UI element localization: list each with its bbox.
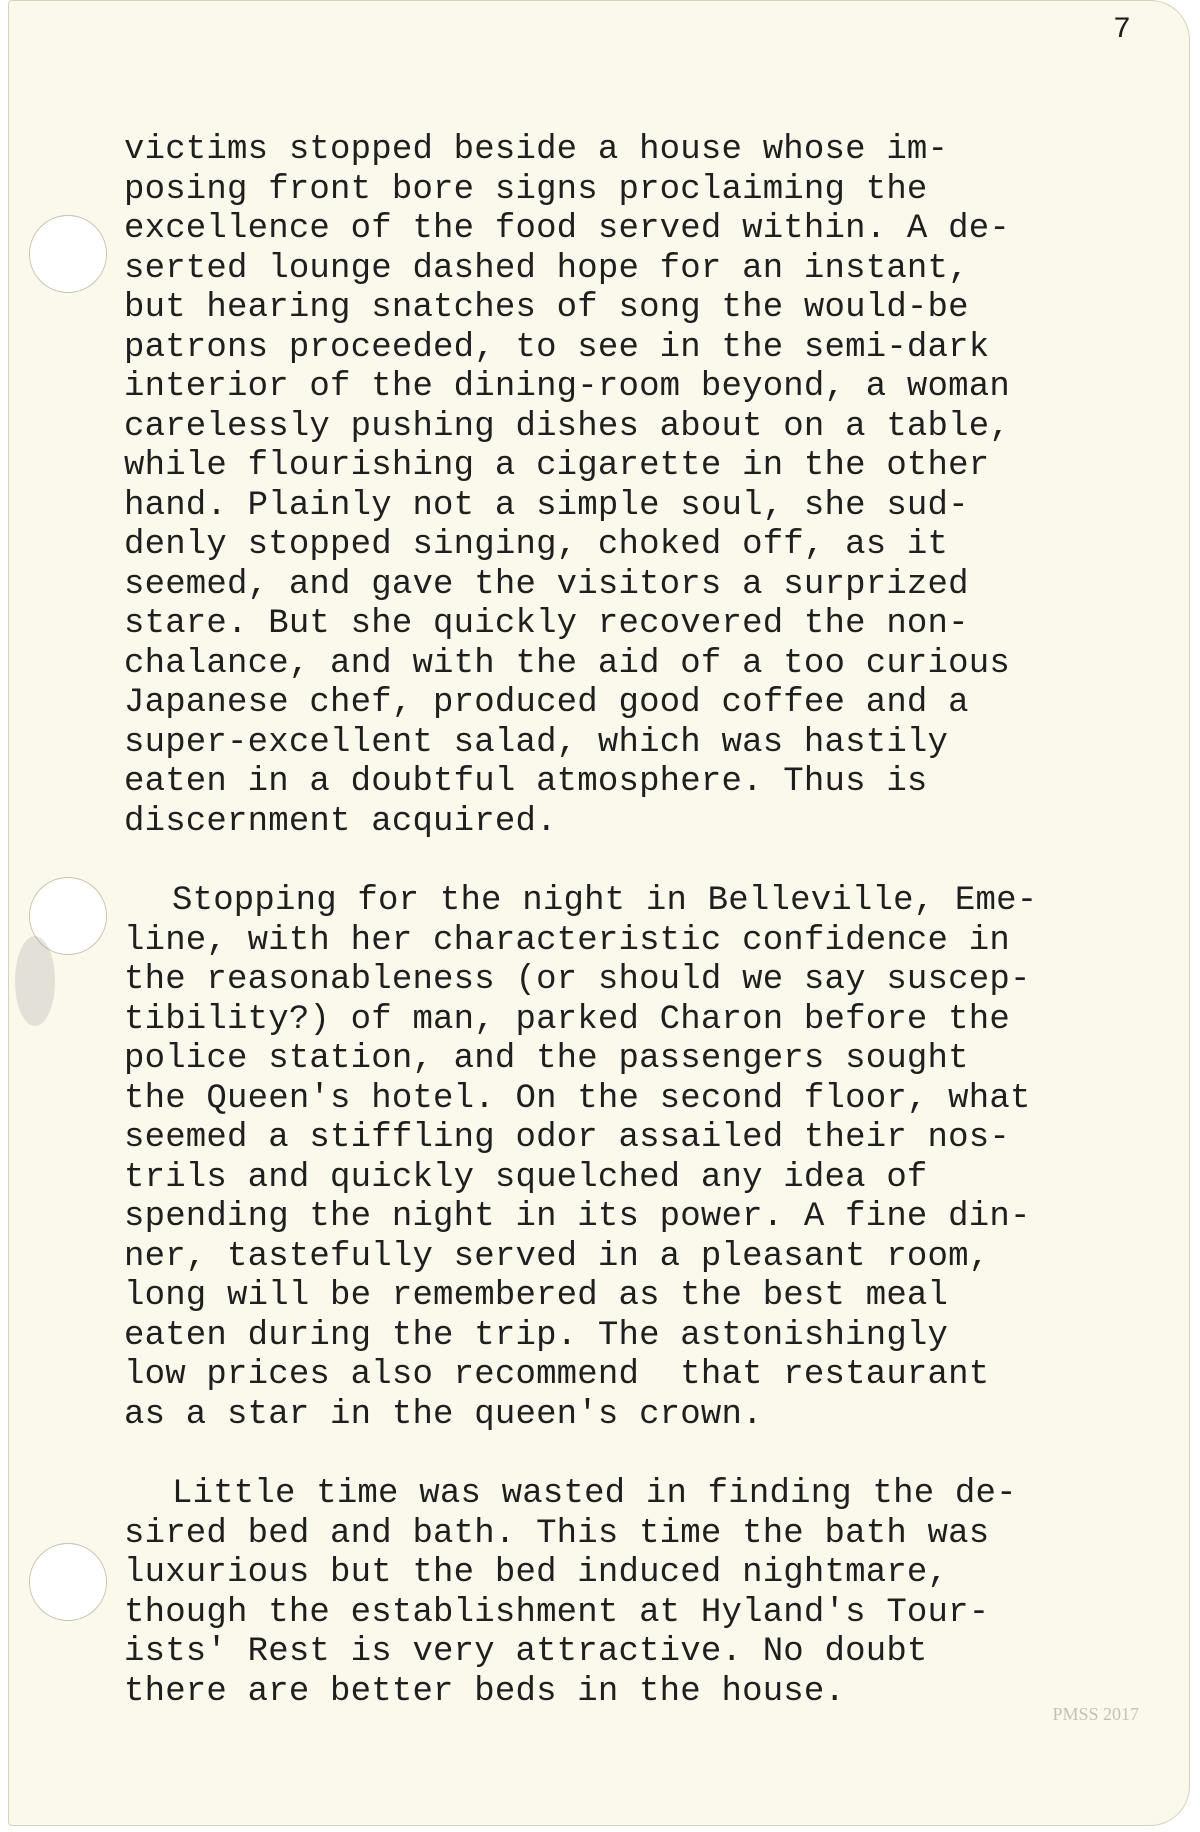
text-line: as a star in the queen's crown. bbox=[124, 1395, 763, 1434]
text-line: trils and quickly squelched any idea of bbox=[124, 1158, 928, 1197]
text-line: stare. But she quickly recovered the non- bbox=[124, 605, 969, 643]
text-line: sired bed and bath. This time the bath was bbox=[124, 1514, 990, 1553]
text-line: denly stopped singing, choked off, as it bbox=[124, 526, 949, 564]
text-line: ists' Rest is very attractive. No doubt bbox=[124, 1633, 928, 1671]
text-line: ner, tastefully served in a pleasant room, bbox=[124, 1237, 990, 1276]
text-line: serted lounge dashed hope for an instant, bbox=[124, 249, 969, 288]
paragraph bbox=[124, 882, 1184, 1435]
text-line: eaten during the trip. The astonishingly bbox=[124, 1316, 949, 1355]
text-line: posing front bore signs proclaiming the bbox=[124, 170, 928, 209]
text-line: Little time was wasted in finding the de- bbox=[172, 1475, 1017, 1513]
text-line: but hearing snatches of song the would-be bbox=[124, 289, 969, 327]
text-line: hand. Plainly not a simple soul, she sud- bbox=[124, 486, 969, 525]
text-line: there are better beds in the house. bbox=[124, 1672, 846, 1711]
page-number: 7 bbox=[1112, 13, 1131, 47]
text-line: the reasonableness (or should we say suscep- bbox=[124, 961, 1031, 999]
text-line: while flourishing a cigarette in the other bbox=[124, 447, 990, 485]
text-line: Japanese chef, produced good coffee and a bbox=[124, 684, 969, 722]
text-line: seemed a stiffling odor assailed their nos- bbox=[124, 1119, 1010, 1157]
text-line: excellence of the food served within. A de- bbox=[124, 210, 1010, 248]
paragraph bbox=[124, 1475, 1184, 1712]
text-line: Stopping for the night in Belleville, Eme- bbox=[172, 882, 1038, 920]
paper-stain bbox=[15, 936, 55, 1026]
text-line: police station, and the passengers sought bbox=[124, 1040, 969, 1078]
text-line: carelessly pushing dishes about on a table, bbox=[124, 407, 1010, 446]
text-line: luxurious but the bed induced nightmare, bbox=[124, 1554, 949, 1592]
text-line: the Queen's hotel. On the second floor, what bbox=[124, 1079, 1031, 1118]
binder-hole-top bbox=[29, 215, 107, 293]
binder-hole-bottom bbox=[29, 1543, 107, 1621]
text-line: tibility?) of man, parked Charon before the bbox=[124, 1000, 1010, 1039]
text-line: super-excellent salad, which was hastily bbox=[124, 723, 949, 762]
text-line: spending the night in its power. A fine din- bbox=[124, 1198, 1031, 1236]
paragraph bbox=[124, 131, 1184, 842]
watermark: PMSS 2017 bbox=[1052, 1704, 1139, 1724]
typed-page bbox=[8, 0, 1190, 1826]
text-line: interior of the dining-room beyond, a woman bbox=[124, 368, 1010, 406]
text-line: seemed, and gave the visitors a surprized bbox=[124, 565, 969, 604]
text-line: eaten in a doubtful atmosphere. Thus is bbox=[124, 763, 928, 801]
text-line: low prices also recommend that restaurant bbox=[124, 1356, 990, 1394]
text-line: victims stopped beside a house whose im- bbox=[124, 131, 949, 169]
text-line: chalance, and with the aid of a too curious bbox=[124, 644, 1010, 683]
text-line: discernment acquired. bbox=[124, 802, 557, 841]
text-line: patrons proceeded, to see in the semi-dark bbox=[124, 328, 990, 367]
text-line: though the establishment at Hyland's Tour- bbox=[124, 1593, 990, 1632]
text-line: line, with her characteristic confidence in bbox=[124, 921, 1010, 960]
body-text bbox=[124, 131, 1184, 1752]
text-line: long will be remembered as the best meal bbox=[124, 1277, 949, 1315]
